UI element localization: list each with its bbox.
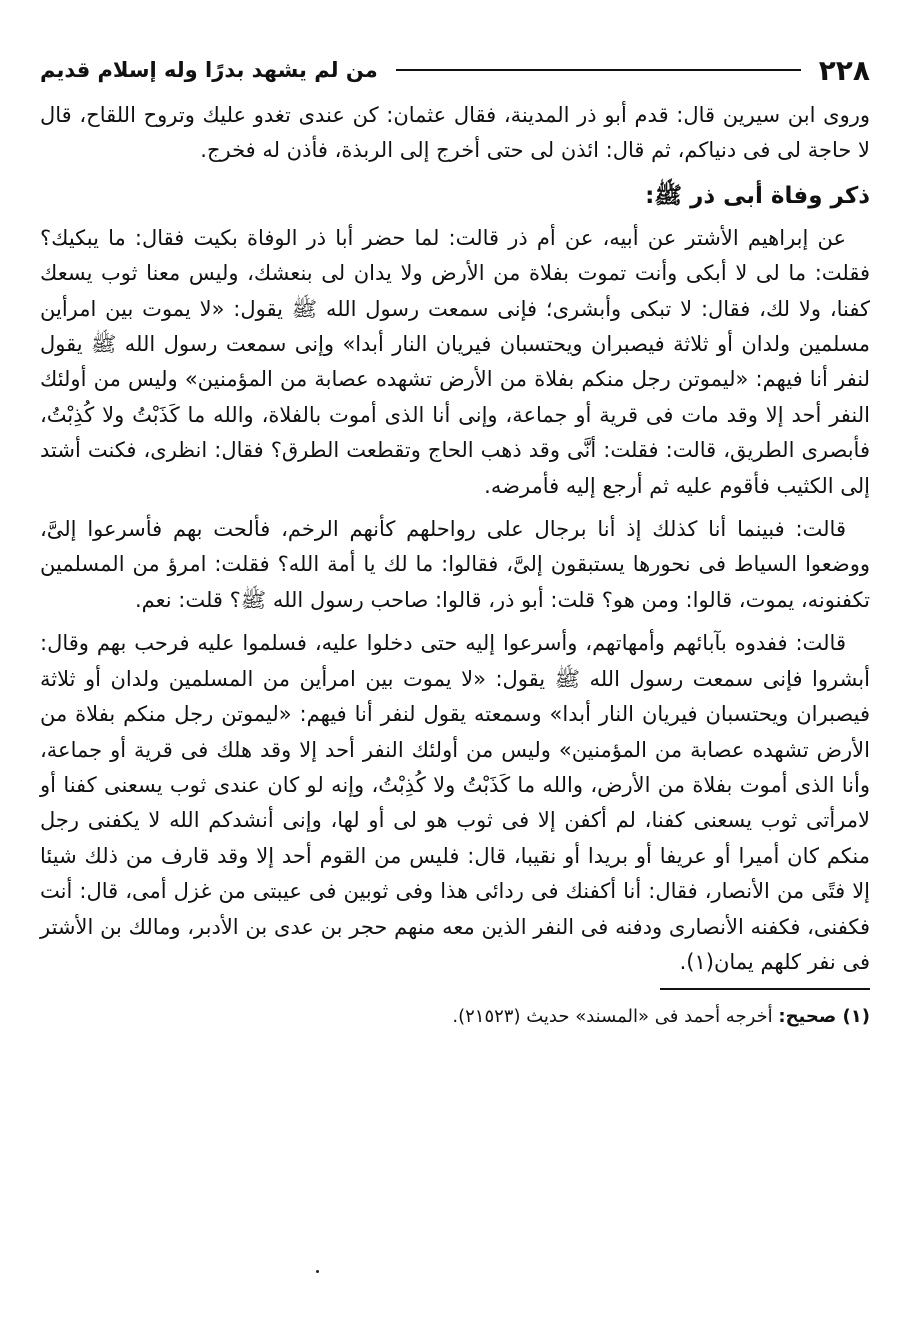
footnote-rule <box>660 988 870 990</box>
header-rule <box>396 69 801 71</box>
running-title: من لم يشهد بدرًا وله إسلام قديم <box>40 58 378 82</box>
page-number: ٢٢٨ <box>818 53 870 87</box>
paragraph-2 <box>40 221 870 504</box>
page-dot-mark <box>316 1270 319 1273</box>
footnote <box>40 1004 870 1030</box>
paragraph-1-text: وروى ابن سيرين قال: قدم أبو ذر المدينة، فقال عثمان: كن عندى تغدو عليك وتروح اللقاح، قال لا حاجة لى فى دنياكم، ثم قال: ائذن لى حتى أخرج إلى الربذة، فأذن له فخرج. <box>40 103 870 163</box>
paragraph-2-text: عن إبراهيم الأشتر عن أبيه، عن أم ذر قالت: لما حضر أبا ذر الوفاة بكيت فقال: ما يبكيك؟ فقلت: ما لى لا أبكى وأنت تموت بفلاة من الأرض ولا يدان لى بنعشك، وليس معنا ثوب يسعك كفنا، ولا لك، فقال: لا تبكى وأبشرى؛ فإنى سمعت رسول الله ﷺ يقول: «لا يموت بين امرأين مسلمين ولدان أو ثلاثة فيصبران ويحتسبان فيريان النار أبدا» وإنى سمعت رسول الله ﷺ يقول لنفر أنا فيهم: «ليموتن رجل منكم بفلاة من الأرض تشهده عصابة من المؤمنين» وليس من أولئك النفر أحد إلا وقد مات فى قرية أو جماعة، وإنى أنا الذى أموت بالفلاة، والله ما كَذَبْتُ ولا كُذِبْتُ، فأبصرى الطريق، قالت: فقلت: أنَّى وقد ذهب الحاج وتقطعت الطرق؟ فقال: انظرى، فكنت أشتد إلى الكثيب فأقوم عليه ثم أرجع إليه فأمرضه. <box>40 225 870 498</box>
paragraph-3-text: قالت: فبينما أنا كذلك إذ أنا برجال على رواحلهم كأنهم الرخم، فألحت بهم فأسرعوا إلىَّ، ووضعوا السياط فى نحورها يستبقون إلىَّ، فقالوا: ما لك يا أمة الله؟ فقلت: امرؤ من المسلمين تكفنونه، يموت، قالوا: ومن هو؟ قلت: أبو ذر، قالوا: صاحب رسول الله ﷺ؟ قلت: نعم. <box>40 517 870 612</box>
page-header <box>40 50 870 90</box>
footnote-text: أخرجه أحمد فى «المسند» حديث (٢١٥٢٣). <box>452 1006 773 1028</box>
paragraph-4-text: قالت: ففدوه بآبائهم وأمهاتهم، وأسرعوا إليه حتى دخلوا عليه، فسلموا عليه فرحب بهم وقال: أبشروا فإنى سمعت رسول الله ﷺ يقول: «لا يموت بين امرأين من المسلمين ولدان أو ثلاثة فيصبران ويحتسبان فيريان النار أبدا» وسمعته يقول لنفر أنا فيهم: «ليموتن رجل منكم بفلاة من الأرض تشهده عصابة من المؤمنين» وليس من أولئك النفر أحد إلا وقد هلك فى قرية أو جماعة، وأنا الذى أموت بفلاة من الأرض، والله ما كَذَبْتُ ولا كُذِبْتُ، وإنه لو كان عندى ثوب يسعنى كفنا أو لامرأتى ثوب يسعنى كفنا، لم أكفن إلا فى ثوب هو لى أو لها، وإنى أنشدكم الله لا يكفنى رجل منكم كان أميرا أو عريفا أو بريدا أو نقيبا، قال: فليس من القوم أحد إلا وقد قارف من ذلك شيئا إلا فتًى من الأنصار، فقال: أنا أكفنك فى ردائى هذا وفى ثوبين فى عيبتى من غزل أمى، قال: أنت فكفنى، فكفنه الأنصارى ودفنه فى النفر الذين معه منهم حجر بن عدى بن الأدبر، ومالك بن الأشتر فى نفر كلهم يمان(١). <box>40 631 870 974</box>
book-page <box>40 50 870 1030</box>
section-heading: ذكر وفاة أبى ذر ﷺ: <box>645 182 870 209</box>
paragraph-4 <box>40 626 870 980</box>
paragraph-3 <box>40 512 870 618</box>
footnote-label: (١) صحيح: <box>778 1006 870 1028</box>
paragraph-1 <box>40 98 870 169</box>
